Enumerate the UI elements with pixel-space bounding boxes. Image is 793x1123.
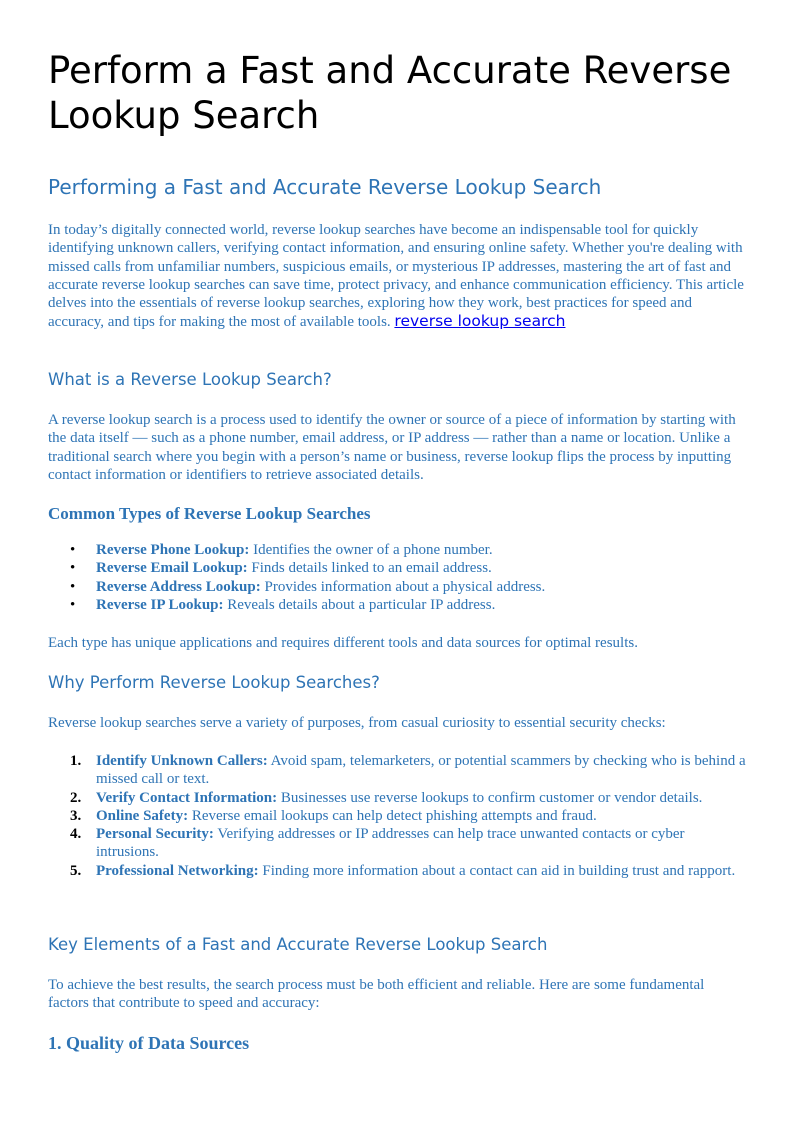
list-item [48,825,748,862]
list-item-number: 4. [70,826,82,843]
section-heading-common-types: Common Types of Reverse Lookup Searches [48,504,371,523]
section-heading-key-elements: Key Elements of a Fast and Accurate Reverse Lookup Search [48,935,548,954]
bullet-icon: • [70,596,76,613]
list-item [48,752,748,789]
list-item-label: Reverse IP Lookup: [96,596,224,613]
list-item-label: Professional Networking: [96,862,259,879]
subheading-data-sources: 1. Quality of Data Sources [48,1033,250,1053]
list-item-text: Finding more information about a contact can aid in building trust and rapport. [258,862,736,879]
list-item-text: Provides information about a physical address. [260,578,546,595]
list-item [48,807,748,825]
section-heading-performing: Performing a Fast and Accurate Reverse Lookup Search [48,175,602,199]
reasons-list [48,752,748,880]
page-title: Perform a Fast and Accurate Reverse Lookup Search [48,49,732,137]
list-item-label: Personal Security: [96,826,214,843]
list-item-label: Reverse Phone Lookup: [96,542,250,558]
list-item [48,789,748,807]
list-item-number: 1. [70,753,82,769]
list-item-label: Verify Contact Information: [96,789,278,806]
list-item-text: Avoid spam, telemarketers, or potential scammers by checking who is behind a missed call or text. [96,753,746,788]
list-item-number: 3. [70,807,82,824]
list-item [48,578,748,596]
intro-paragraph-text: In today’s digitally connected world, reverse lookup searches have become an indispensable tool for quickly identifying unknown callers, verifying contact information, and ensuring online safety. Whether you're dealing with missed calls from unfamiliar numbers, suspicious emails, or mysterious IP addresses, mastering the art of fast and accurate reverse lookup searches can save time, protect privacy, and enhance communication efficiency. This article delves into the essentials of reverse lookup searches, exploring how they work, best practices for speed and accuracy, and tips for making the most of available tools. [48,222,744,331]
key-elements-paragraph: To achieve the best results, the search process must be both efficient and reliable. Here are some fundamental factors that contribute to speed and accuracy: [48,977,705,1012]
list-item [48,541,748,559]
list-item-number: 5. [70,862,82,879]
bullet-icon: • [70,542,76,558]
list-item [48,596,748,614]
what-is-paragraph: A reverse lookup search is a process used to identify the owner or source of a piece of information by starting with the data itself — such as a phone number, email address, or IP address — rather than a name or location. Unlike a traditional search where you begin with a person’s name or business, reverse lookup flips the process by inputting contact information or identifiers to retrieve associated details. [48,412,736,483]
list-item [48,862,748,880]
intro-paragraph [48,221,748,332]
list-item-label: Reverse Address Lookup: [96,578,261,595]
list-item-text: Verifying addresses or IP addresses can help trace unwanted contacts or cyber intrusions. [96,826,685,861]
lookup-types-list [48,541,748,614]
types-summary-paragraph: Each type has unique applications and requires different tools and data sources for optimal results. [48,635,638,651]
reverse-lookup-search-link[interactable]: reverse lookup search [394,312,566,331]
list-item-number: 2. [70,789,82,806]
list-item-text: Finds details linked to an email address. [247,560,492,577]
list-item-label: Reverse Email Lookup: [96,560,248,577]
list-item-text: Identifies the owner of a phone number. [249,542,493,558]
list-item-text: Reveals details about a particular IP address. [223,596,496,613]
section-heading-why-perform: Why Perform Reverse Lookup Searches? [48,673,380,692]
list-item-label: Identify Unknown Callers: [96,753,268,769]
list-item [48,559,748,577]
section-heading-what-is: What is a Reverse Lookup Search? [48,370,332,389]
list-item-text: Reverse email lookups can help detect phishing attempts and fraud. [188,807,597,824]
list-item-label: Online Safety: [96,807,189,824]
why-intro-paragraph: Reverse lookup searches serve a variety of purposes, from casual curiosity to essential security checks: [48,715,666,731]
bullet-icon: • [70,578,76,595]
list-item-text: Businesses use reverse lookups to confirm customer or vendor details. [277,789,703,806]
bullet-icon: • [70,560,76,577]
